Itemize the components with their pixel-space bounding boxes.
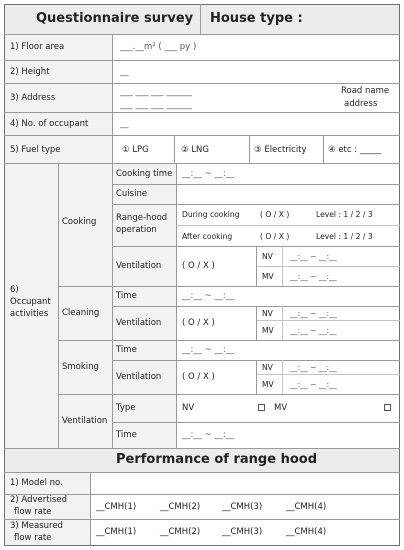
occupant-count-label: 4) No. of occupant — [10, 119, 89, 129]
rule — [323, 135, 324, 164]
ventilation-time-label: Time — [116, 430, 137, 440]
rule — [112, 184, 400, 185]
smoking-mv-range[interactable]: __:__ ~ __:__ — [290, 380, 337, 389]
house-type-label: House type : — [210, 11, 303, 26]
road-name-note-line1: Road name — [341, 86, 390, 96]
after-cooking-label: After cooking — [182, 232, 233, 241]
cleaning-ventilation-label: Ventilation — [116, 318, 162, 328]
address-label: 3) Address — [10, 93, 56, 103]
measured-cmh-1[interactable]: __CMH(1) — [96, 527, 137, 537]
advertised-cmh-1[interactable]: __CMH(1) — [96, 502, 137, 512]
advertised-flow-label-line2: flow rate — [14, 507, 52, 517]
rule — [256, 374, 400, 375]
range-hood-label-line1: Range-hood — [116, 213, 168, 223]
rule — [176, 225, 400, 226]
advertised-cmh-4[interactable]: __CMH(4) — [286, 502, 327, 512]
rule — [249, 135, 250, 164]
ventilation-nv-checkbox[interactable] — [258, 404, 265, 411]
floor-area-label: 1) Floor area — [10, 42, 65, 52]
cooking-ventilation-label: Ventilation — [116, 261, 162, 271]
rule — [4, 60, 400, 61]
advertised-cmh-3[interactable]: __CMH(3) — [222, 502, 263, 512]
advertised-flow-label-line1: 2) Advertised — [10, 495, 67, 505]
cooking-time-label: Cooking time — [116, 169, 173, 179]
ventilation-mv-checkbox[interactable] — [384, 404, 391, 411]
cooking-label: Cooking — [62, 217, 97, 227]
rule — [58, 164, 59, 448]
activities-label-line3: activities — [10, 309, 49, 319]
rule — [174, 135, 175, 164]
ventilation-type-label: Type — [116, 403, 136, 413]
questionnaire-form — [4, 4, 400, 546]
fuel-type-label: 5) Fuel type — [10, 145, 61, 155]
smoking-mv-label: MV — [262, 380, 274, 389]
range-hood-label-line2: operation — [116, 225, 157, 235]
rule — [58, 340, 400, 341]
model-no-field[interactable] — [94, 475, 394, 491]
address-field-line1[interactable]: ___ ___ ___ ______ — [120, 87, 192, 97]
rule — [282, 246, 283, 286]
model-no-label: 1) Model no. — [10, 478, 63, 488]
during-cooking-label: During cooking — [182, 210, 240, 219]
cooking-ventilation-ox[interactable]: ( O / X ) — [182, 261, 215, 271]
after-cooking-ox[interactable]: ( O / X ) — [260, 232, 290, 241]
smoking-ventilation-ox[interactable]: ( O / X ) — [182, 372, 215, 382]
measured-cmh-3[interactable]: __CMH(3) — [222, 527, 263, 537]
rule — [112, 422, 400, 423]
advertised-cmh-2[interactable]: __CMH(2) — [160, 502, 201, 512]
cleaning-nv-label: NV — [262, 309, 273, 318]
floor-area-field[interactable]: ___.__m² ( ___ py ) — [120, 42, 197, 52]
rule — [282, 360, 283, 394]
rule — [4, 519, 400, 520]
rule — [4, 135, 400, 136]
rule — [58, 394, 400, 395]
fuel-option-lng[interactable]: ② LNG — [181, 145, 210, 155]
smoking-ventilation-label: Ventilation — [116, 372, 162, 382]
cuisine-label: Cuisine — [116, 189, 148, 199]
rule — [4, 448, 400, 449]
ventilation-type-mv-label: MV — [274, 403, 288, 413]
fuel-option-electricity[interactable]: ③ Electricity — [254, 145, 307, 155]
rule — [4, 83, 400, 84]
cooking-time-field[interactable]: __:__ ~ __:__ — [182, 169, 235, 179]
measured-cmh-2[interactable]: __CMH(2) — [160, 527, 201, 537]
cleaning-nv-range[interactable]: __:__ ~ __:__ — [290, 309, 337, 318]
smoking-nv-label: NV — [262, 363, 273, 372]
cleaning-time-field[interactable]: __:__ ~ __:__ — [182, 291, 235, 301]
rule — [4, 112, 400, 113]
ventilation-time-field[interactable]: __:__ ~ __:__ — [182, 430, 235, 440]
ventilation-type-nv-label: NV — [182, 403, 195, 413]
smoking-time-field[interactable]: __:__ ~ __:__ — [182, 345, 235, 355]
measured-flow-label-line2: flow rate — [14, 533, 52, 543]
rule — [4, 472, 400, 473]
cooking-nv-label: NV — [262, 252, 273, 261]
cooking-mv-label: MV — [262, 272, 274, 281]
cleaning-mv-range[interactable]: __:__ ~ __:__ — [290, 326, 337, 335]
rule — [90, 472, 91, 546]
measured-cmh-4[interactable]: __CMH(4) — [286, 527, 327, 537]
address-field-line2[interactable]: ___ ___ ___ ______ — [120, 100, 192, 110]
smoking-nv-range[interactable]: __:__ ~ __:__ — [290, 363, 337, 372]
rule — [256, 306, 257, 340]
road-name-note-line2: address — [344, 99, 378, 109]
cleaning-time-label: Time — [116, 291, 137, 301]
cleaning-mv-label: MV — [262, 326, 274, 335]
activities-label-number: 6) — [10, 285, 19, 295]
rule — [256, 246, 257, 286]
cleaning-ventilation-ox[interactable]: ( O / X ) — [182, 318, 215, 328]
rule — [256, 320, 400, 321]
during-cooking-ox[interactable]: ( O / X ) — [260, 210, 290, 219]
rule — [256, 360, 257, 394]
height-field[interactable]: __ — [120, 67, 129, 77]
rule — [112, 34, 113, 164]
rule — [256, 266, 400, 267]
performance-title: Performance of range hood — [116, 452, 317, 467]
rule — [112, 204, 400, 205]
occupant-count-field[interactable]: __ — [120, 119, 129, 129]
measured-flow-label-line1: 3) Measured — [10, 521, 63, 531]
fuel-option-etc[interactable]: ④ etc : _____ — [328, 145, 382, 155]
height-label: 2) Height — [10, 67, 50, 77]
after-cooking-level[interactable]: Level : 1 / 2 / 3 — [316, 232, 373, 241]
rule — [4, 34, 400, 35]
during-cooking-level[interactable]: Level : 1 / 2 / 3 — [316, 210, 373, 219]
rule — [282, 306, 283, 340]
smoking-label: Smoking — [62, 362, 99, 372]
cleaning-label: Cleaning — [62, 308, 100, 318]
rule — [4, 163, 400, 164]
ventilation-activity-label: Ventilation — [62, 416, 108, 426]
fuel-option-lpg[interactable]: ① LPG — [122, 145, 149, 155]
cooking-nv-range[interactable]: __:__ ~ __:__ — [290, 252, 337, 261]
cooking-mv-range[interactable]: __:__ ~ __:__ — [290, 272, 337, 281]
smoking-time-label: Time — [116, 345, 137, 355]
activities-label-line2: Occupant — [10, 297, 51, 307]
rule — [200, 4, 201, 34]
rule — [58, 286, 400, 287]
form-title: Questionnaire survey — [36, 11, 194, 26]
